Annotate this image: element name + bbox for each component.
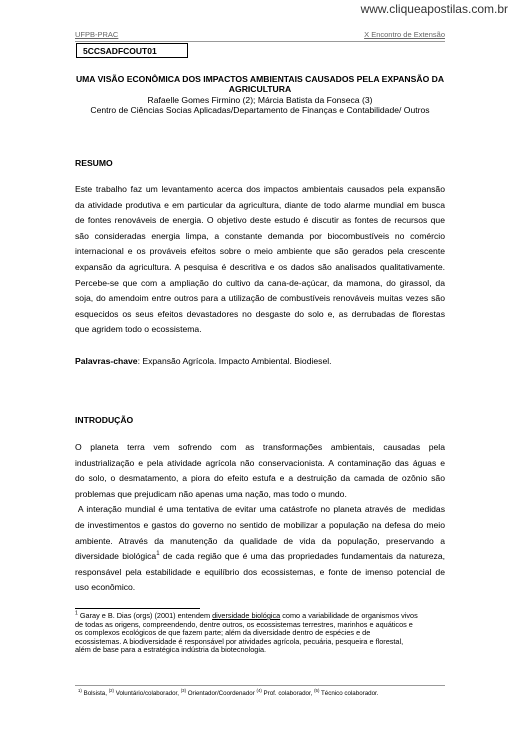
document-code: 5CCSADFCOUT01 bbox=[76, 43, 188, 58]
footnote-line: além de base para a estratégica indústria da biotecnologia. bbox=[75, 645, 267, 655]
intro-line: ambiente. Através da manutenção da qualidade de vida da população, preservando a bbox=[75, 535, 445, 546]
authors: Rafaelle Gomes Firmino (2); Márcia Batista da Fonseca (3) bbox=[147, 95, 373, 105]
resumo-line: de fontes renováveis de energia. O objetivo deste estudo é discutir as fontes de recursos que bbox=[75, 215, 445, 226]
role-text: Orientador/Coordenador bbox=[186, 690, 257, 697]
role-legend bbox=[78, 687, 448, 698]
footnote-line: de todas as origens, compreendendo, dentre outros, os ecossistemas terrestres, marinhos e aquáticos e bbox=[75, 619, 413, 629]
resumo-line: Percebe-se que com a ampliação do cultivo da cana-de-açúcar, da mamona, do girassol, da bbox=[75, 277, 445, 288]
introducao-heading: INTRODUÇÃO bbox=[75, 415, 134, 425]
intro-fragment: de cada região que é uma das propriedades fundamentais da natureza, bbox=[159, 551, 445, 562]
footnote-mark: 1 bbox=[75, 610, 78, 617]
keywords bbox=[75, 355, 445, 367]
resumo-line: esquecidos os seus efeitos devastadores no desgaste do solo e, as derrubadas de florestas bbox=[75, 308, 445, 319]
footnote-divider bbox=[75, 608, 200, 609]
role-num: (3) bbox=[180, 687, 187, 693]
page-header bbox=[75, 30, 445, 39]
keywords-label: Palavras-chave bbox=[75, 356, 138, 366]
role-text: Prof. colaborador, bbox=[261, 690, 315, 697]
role-num: (2) bbox=[108, 687, 114, 693]
affiliation: Centro de Ciências Socias Aplicadas/Departamento de Finanças e Contabilidade/ Outros bbox=[90, 105, 430, 115]
role-text: Bolsista, bbox=[81, 690, 109, 697]
header-right: X Encontro de Extensão bbox=[364, 30, 445, 39]
footnote bbox=[75, 612, 445, 655]
header-left: UFPB-PRAC bbox=[75, 30, 119, 39]
footnote-text: como a variabilidade de organismos vivos bbox=[280, 611, 418, 620]
footnote-line: ecossistemas. A biodiversidade é responsável por atividades agrícola, pecuária, pesqueira e florestal, bbox=[75, 636, 404, 646]
resumo-text bbox=[75, 182, 445, 338]
role-text: Técnico colaborador. bbox=[319, 690, 379, 697]
intro-line: O planeta terra vem sofrendo com as transformações ambientais, causadas pela bbox=[75, 442, 445, 452]
intro-line: problemas que prejudicam não apenas uma nação, mas todo o mundo. bbox=[75, 488, 347, 499]
role-num: (4) bbox=[256, 687, 262, 693]
footnote-ref[interactable]: 1 bbox=[156, 551, 160, 558]
introducao-text bbox=[75, 440, 445, 596]
role-num: (5) bbox=[314, 687, 320, 693]
footnote-line: os complexos ecológicos de que fazem parte; além da diversidade dentro de espécies e de bbox=[75, 628, 371, 638]
intro-line: responsável pela estabilidade e equilíbrio dos ecossistemas, e fonte de imenso potencial de bbox=[75, 566, 445, 577]
role-num: 1) bbox=[78, 687, 82, 693]
intro-line-with-footnote bbox=[75, 549, 445, 565]
bottom-divider bbox=[75, 685, 445, 686]
keywords-text: : Expansão Agrícola. Impacto Ambiental. Biodiesel. bbox=[137, 356, 332, 366]
resumo-heading: RESUMO bbox=[75, 158, 113, 168]
intro-line: A interação mundial é uma tentativa de evitar uma catástrofe no planeta através de medidas bbox=[75, 504, 445, 515]
intro-line: do solo, o desmatamento, a piora do efeito estufa e a destruição da camada de ozônio são bbox=[75, 473, 445, 484]
intro-line: industrialização e pela atividade agrícola não conservacionista. A contaminação das águas e bbox=[75, 457, 445, 468]
footnote-term: diversidade biológica bbox=[212, 611, 281, 620]
resumo-line: Este trabalho faz um levantamento acerca dos impactos ambientais causados pela expansão bbox=[75, 184, 445, 194]
footnote-text: Garay e B. Dias (orgs) (2001) entendem bbox=[77, 611, 213, 620]
resumo-line: expansão da agricultura. A pesquisa é descritiva e os dados são analisados qualitativamente. bbox=[75, 261, 445, 272]
resumo-line: da atividade produtiva e em particular da agricultura, diante de todo alarme mundial em busca bbox=[75, 199, 445, 210]
resumo-line: são consideradas energia limpa, a constante demanda por biocombustíveis no comércio bbox=[75, 230, 445, 241]
header-divider bbox=[75, 41, 445, 42]
resumo-line: soja, do amendoim entre outros para a utilização de combustíveis renováveis muitas vezes são bbox=[75, 293, 445, 304]
paper-title: UMA VISÃO ECONÔMICA DOS IMPACTOS AMBIENTAIS CAUSADOS PELA EXPANSÃO DA AGRICULTURA bbox=[75, 74, 445, 94]
intro-line: de investimentos e gastos do governo no sentido de mobilizar a população na defesa do meio bbox=[75, 519, 445, 530]
intro-line: uso econômico. bbox=[75, 582, 136, 593]
resumo-line: que agridem todo o ecossistema. bbox=[75, 324, 202, 335]
intro-fragment: diversidade biológica bbox=[75, 551, 157, 562]
resumo-line: internacional e os prováveis efeitos sobre o meio ambiente que são gerados pela crescente bbox=[75, 246, 445, 257]
watermark: www.cliqueapostilas.com.br bbox=[360, 2, 508, 16]
role-text: Voluntário/colaborador, bbox=[113, 690, 181, 697]
